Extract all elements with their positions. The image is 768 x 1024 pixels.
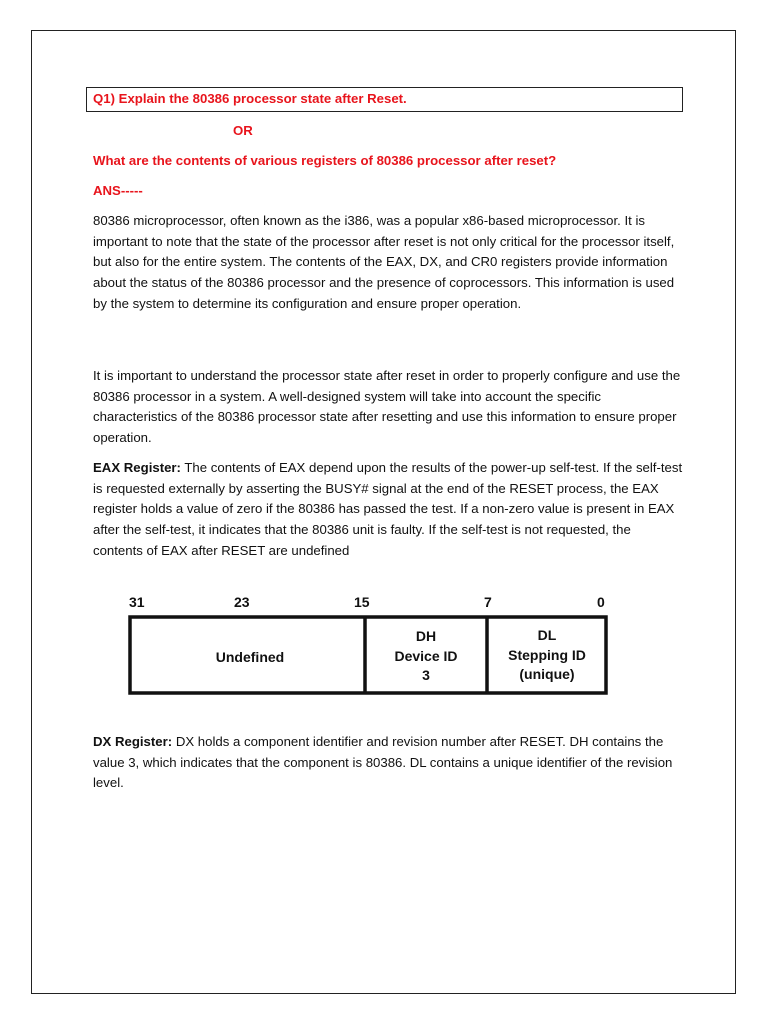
eax-text: The contents of EAX depend upon the results of the power-up self-test. If the self-test is requested externally by asserting the BUSY# signal at the end of the RESET process, the EAX register holds a value of zero if the 80386 has passed the test. If a non-zero value is present in EAX after the self-test, it indicates that the 80386 unit is faulty. If the self-test is not requested, the contents of EAX after RESET are undefined	[93, 460, 683, 558]
bit-15-label: 15	[354, 594, 370, 610]
or-label: OR	[233, 123, 253, 138]
dl-stepping-id: Stepping ID	[508, 647, 586, 663]
bit-7-label: 7	[484, 594, 492, 610]
undefined-field: Undefined	[215, 649, 285, 665]
bit-31-label: 31	[129, 594, 145, 610]
dh-value: 3	[422, 667, 430, 683]
dx-text: DX holds a component identifier and revision number after RESET. DH contains the value 3, which indicates that the component is 80386. DL contains a unique identifier of the revision level.	[93, 734, 673, 791]
bit-0-label: 0	[597, 594, 605, 610]
dx-register-diagram	[126, 592, 616, 698]
dl-label: DL	[537, 627, 557, 643]
dx-label: DX Register:	[93, 734, 173, 749]
eax-label: EAX Register:	[93, 460, 181, 475]
dl-unique: (unique)	[519, 666, 575, 682]
dh-device-id: Device ID	[394, 648, 458, 664]
bit-23-label: 23	[234, 594, 250, 610]
dh-label: DH	[415, 628, 437, 644]
context-paragraph: It is important to understand the processor state after reset in order to properly configure and use the 80386 processor in a system. A well-designed system will take into account the specific characteristics of the 80386 processor state after resetting and use this information to ensure proper operation.	[93, 368, 681, 446]
question-title: Q1) Explain the 80386 processor state after Reset.	[93, 91, 407, 106]
alt-question: What are the contents of various registers of 80386 processor after reset?	[93, 153, 557, 168]
dx-paragraph	[93, 732, 683, 794]
intro-paragraph: 80386 microprocessor, often known as the i386, was a popular x86-based microprocessor. It is important to note that the state of the processor after reset is not only critical for the processor itself, but also for the entire system. The contents of the EAX, DX, and CR0 registers provide information about the status of the 80386 processor and the presence of coprocessors. This information is used by the system to determine its configuration and ensure proper operation.	[93, 213, 675, 311]
eax-paragraph	[93, 458, 683, 562]
answer-label: ANS-----	[93, 183, 143, 198]
